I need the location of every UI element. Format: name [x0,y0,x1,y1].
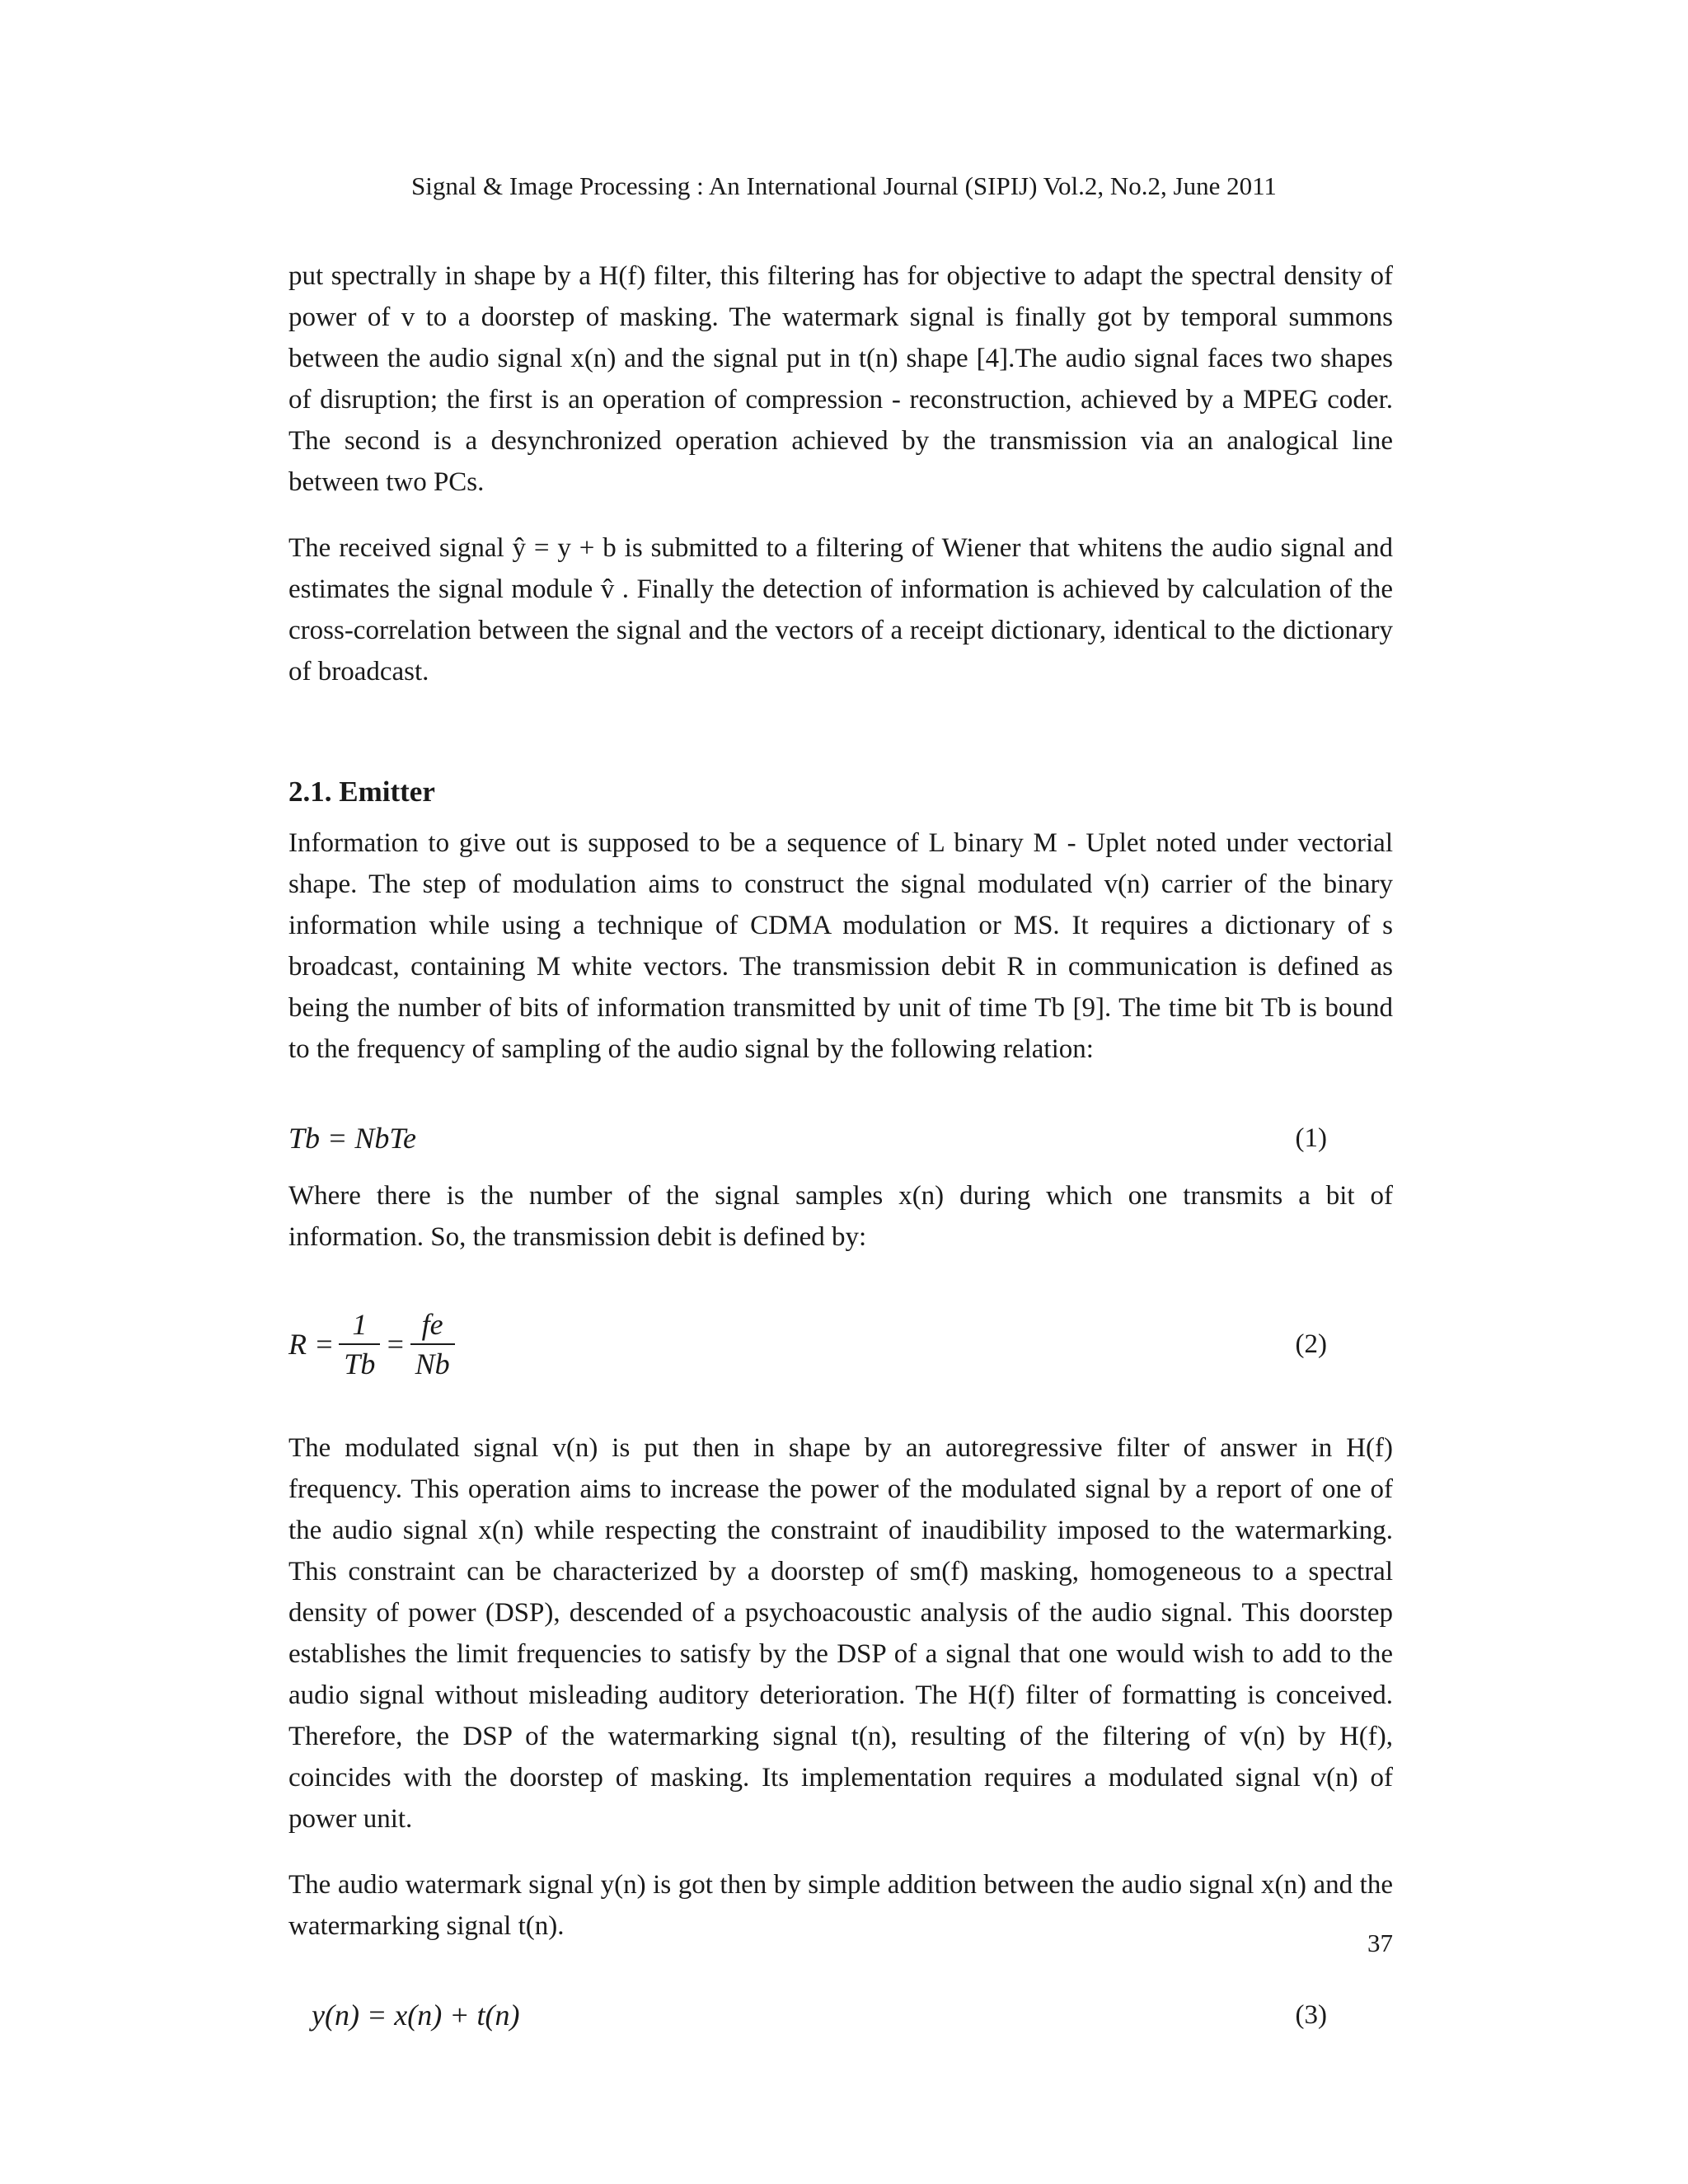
paragraph-3: Information to give out is supposed to be a sequence of L binary M - Uplet noted under vectorial shape. The step of modulation aims to construct the signal modulated v(n) carrier of the binary information while using a technique of CDMA modulation or MS. It requires a dictionary of s broadcast, containing M white vectors. The transmission debit R in communication is defined as being the number of bits of information transmitted by unit of time Tb [9]. The time bit Tb is bound to the frequency of sampling of the audio signal by the following relation: [288,828,1393,1064]
equation-1-number: (1) [1295,1123,1327,1153]
fraction-2-denominator: Nb [415,1347,450,1380]
equation-1-formula: Tb = NbTe [288,1122,417,1155]
paragraph-6: The audio watermark signal y(n) is got then by simple addition between the audio signal x(n) and the watermarking signal t(n). [288,1870,1393,1941]
equation-3 [288,1994,1393,2036]
equation-2-number: (2) [1295,1329,1327,1359]
equation-2 [288,1299,1393,1390]
paragraph-5: The modulated signal v(n) is put then in shape by an autoregressive filter of answer in H(f) frequency. This operation aims to increase the power of the modulated signal by a report of one of the audio signal x(n) while respecting the constraint of inaudibility imposed to the watermarking. This constraint can be characterized by a doorstep of sm(f) masking, homogeneous to a spectral density of power (DSP), descended of a psychoacoustic analysis of the audio signal. This doorstep establishes the limit frequencies to satisfy by the DSP of a signal that one would wish to add to the audio signal without misleading auditory deterioration. The H(f) filter of formatting is conceived. Therefore, the DSP of the watermarking signal t(n), resulting of the filtering of v(n) by H(f), coincides with the doorstep of masking. Its implementation requires a modulated signal v(n) of power unit. [288,1433,1393,1834]
running-header: Signal & Image Processing : An International Journal (SIPIJ) Vol.2, No.2, June 2011 [411,171,1277,200]
page-number: 37 [1367,1929,1393,1957]
fraction-1-numerator: 1 [339,1305,380,1345]
fraction-1-denominator: Tb [344,1347,376,1380]
equation-2-equals: = [385,1328,406,1361]
paragraph-1: put spectrally in shape by a H(f) filter, this filtering has for objective to adapt the spectral density of power of v to a doorstep of masking. The watermark signal is finally got by temporal summons between the audio signal x(n) and the signal put in t(n) shape [4].The audio signal faces two shapes of disruption; the first is an operation of compression - reconstruction, achieved by a MPEG coder. The second is a desynchronized operation achieved by the transmission via an analogical line between two PCs. [288,261,1393,497]
fraction-2-numerator: fe [410,1305,455,1345]
equation-1 [288,1118,1393,1159]
equation-2-fraction-1 [339,1305,380,1383]
equation-2-fraction-2 [410,1305,455,1383]
paragraph-4: Where there is the number of the signal samples x(n) during which one transmits a bit of information. So, the transmission debit is defined by: [288,1181,1393,1252]
equation-3-number: (3) [1295,2000,1327,2030]
section-heading: 2.1. Emitter [288,776,435,808]
article-body [288,255,1393,2052]
equation-3-formula: y(n) = x(n) + t(n) [312,1999,520,2032]
paragraph-2: The received signal ŷ = y + b is submitted to a filtering of Wiener that whitens the audio signal and estimates the signal module v̂ . Finally the detection of information is achieved by calculation of the cross-correlation between the signal and the vectors of a receipt dictionary, identical to the dictionary of broadcast. [288,533,1393,687]
equation-2-lhs: R = [288,1328,335,1361]
